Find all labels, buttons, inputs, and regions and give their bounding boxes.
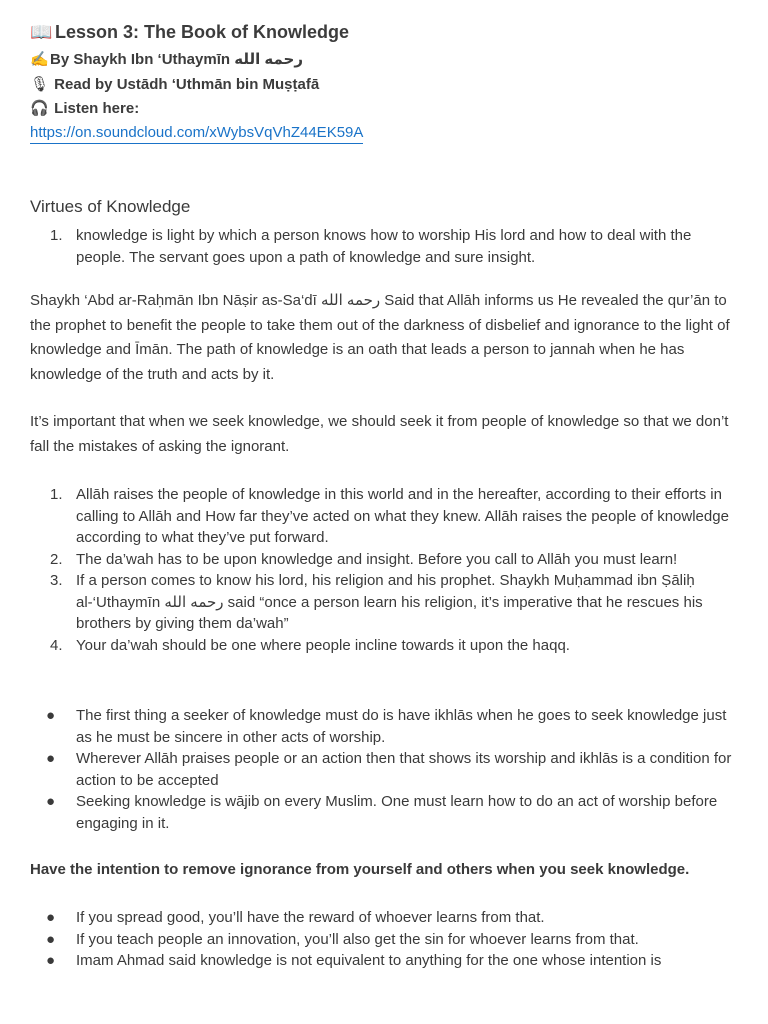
bullet-icon: ● xyxy=(46,793,56,810)
list-item-text: If a person comes to know his lord, his religion and his prophet. Shaykh Muḥammad ibn Ṣāliḥ al-‘Uthaymīn رحمه الله said “once a person learn his religion, it’s imperative that he rescues his brothers by giving them da’wah” xyxy=(76,572,703,632)
author-line xyxy=(30,50,303,70)
list-number: 4. xyxy=(50,636,63,654)
list-item xyxy=(30,705,740,748)
list-number: 2. xyxy=(50,550,63,568)
list-item-text: Seeking knowledge is wājib on every Muslim. One must learn how to do an act of worship before engaging in it. xyxy=(76,793,718,832)
author-text: By Shaykh Ibn ‘Uthaymīn رحمه الله xyxy=(50,51,303,68)
list-item-text: The da’wah has to be upon knowledge and insight. Before you call to Allāh you must learn! xyxy=(76,550,678,568)
list-item xyxy=(30,635,740,657)
list-item xyxy=(30,950,740,972)
intention-heading: Have the intention to remove ignorance from yourself and others when you seek knowledge. xyxy=(30,861,690,878)
list-item xyxy=(30,570,740,635)
list-item-text: Allāh raises the people of knowledge in this world and in the hereafter, according to their efforts in calling to Allāh and How far they’ve acted on what they knew. Allāh raises the people of knowledge according to what they’ve put forward. xyxy=(76,486,729,546)
page-title-text: Lesson 3: The Book of Knowledge xyxy=(55,22,350,42)
list-item xyxy=(30,748,740,791)
reward-bullet-list xyxy=(30,907,740,972)
list-item-text: knowledge is light by which a person knows how to worship His lord and how to deal with the people. The servant goes upon a path of knowledge and sure insight. xyxy=(76,227,692,266)
headphones-icon: 🎧 xyxy=(30,100,49,117)
microphone-icon: 🎙 xyxy=(30,76,50,93)
list-item-text: The first thing a seeker of knowledge must do is have ikhlās when he goes to seek knowledge just as he must be sincere in other acts of worship. xyxy=(76,707,727,746)
list-item xyxy=(30,929,740,951)
section-heading: Virtues of Knowledge xyxy=(30,197,191,216)
list-item-text: Your da’wah should be one where people incline towards it upon the haqq. xyxy=(76,636,570,654)
bullet-icon: ● xyxy=(46,930,56,948)
bullet-icon: ● xyxy=(46,750,56,767)
list-number: 3. xyxy=(50,572,63,589)
list-item-text: Wherever Allāh praises people or an action then that shows its worship and ikhlās is a condition for action to be accepted xyxy=(76,750,732,789)
list-number: 1. xyxy=(50,227,63,244)
paragraph-sadi: Shaykh ‘Abd ar-Raḥmān Ibn Nāṣir as-Sa‘dī رحمه الله Said that Allāh informs us He revealed the qur’ān to the prophet to benefit the people to take them out of the darkness of disbelief and ignorance to the light of knowledge and Īmān. The path of knowledge is an oath that leads a person to jannah when he has knowledge of the truth and acts by it. xyxy=(30,292,730,383)
list-item xyxy=(30,549,740,571)
reader-line xyxy=(30,75,319,95)
list-item xyxy=(30,791,740,834)
open-book-icon: 📖 xyxy=(30,22,53,42)
list-item xyxy=(30,225,740,268)
bullet-icon: ● xyxy=(46,909,56,926)
reader-text: Read by Ustādh ‘Uthmān bin Muṣṭafā xyxy=(54,76,320,93)
listen-label: Listen here: xyxy=(54,100,140,117)
list-item-text: If you spread good, you’ll have the reward of whoever learns from that. xyxy=(76,909,545,926)
list-item xyxy=(30,907,740,929)
ikhlas-bullet-list xyxy=(30,705,740,834)
list-item-text: If you teach people an innovation, you’ll also get the sin for whoever learns from that. xyxy=(76,930,639,948)
bullet-icon: ● xyxy=(46,952,56,969)
points-list xyxy=(30,484,740,656)
listen-line xyxy=(30,99,139,119)
paragraph-seek-from-scholars: It’s important that when we seek knowledge, we should seek it from people of knowledge so that we don’t fall the mistakes of asking the ignorant. xyxy=(30,413,729,455)
writing-hand-icon: ✍️ xyxy=(30,51,49,68)
soundcloud-link[interactable]: https://on.soundcloud.com/xWybsVqVhZ44EK59A xyxy=(30,123,363,144)
virtues-list xyxy=(30,225,740,268)
page-title xyxy=(30,20,349,44)
bullet-icon: ● xyxy=(46,707,56,724)
list-item xyxy=(30,484,740,549)
list-item-text: Imam Ahmad said knowledge is not equivalent to anything for the one whose intention is xyxy=(76,952,662,969)
list-number: 1. xyxy=(50,486,63,503)
